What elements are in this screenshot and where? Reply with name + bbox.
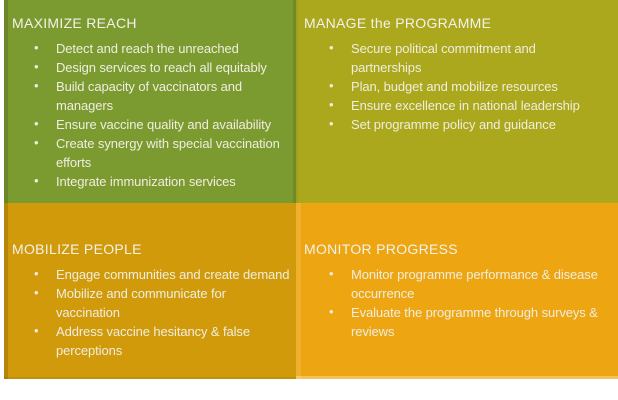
quadrant-monitor-progress: [296, 203, 618, 379]
bullet-text: Ensure excellence in national leadership: [351, 98, 580, 113]
bullet-icon: •: [329, 304, 334, 319]
bullet-icon: •: [34, 78, 39, 93]
bullet-icon: •: [34, 266, 39, 281]
bullet-text: Plan, budget and mobilize resources: [351, 79, 558, 94]
bullet-icon: •: [329, 116, 334, 131]
quadrant-title-maximize-reach: MAXIMIZE REACH: [12, 15, 137, 31]
bullet-item: [4, 284, 296, 322]
bullet-list-maximize-reach: [4, 39, 296, 191]
bullet-item: [4, 115, 296, 134]
bullet-item: [4, 77, 296, 115]
bullet-icon: •: [34, 59, 39, 74]
bullet-text: Create synergy with special vaccination efforts: [56, 136, 280, 170]
bullet-text: Detect and reach the unreached: [56, 41, 239, 56]
bullet-item: [4, 39, 296, 58]
bullet-text: Evaluate the programme through surveys & reviews: [351, 305, 598, 339]
bullet-item: [296, 303, 618, 341]
bullet-text: Mobilize and communicate for vaccination: [56, 286, 226, 320]
bullet-list-mobilize-people: [4, 265, 296, 360]
quadrant-manage-the-programme: [296, 0, 618, 203]
bullet-icon: •: [329, 97, 334, 112]
bullet-item: [296, 77, 618, 96]
bullet-text: Integrate immunization services: [56, 174, 236, 189]
bullet-item: [4, 265, 296, 284]
bullet-icon: •: [34, 173, 39, 188]
bullet-text: Set programme policy and guidance: [351, 117, 556, 132]
quadrant-mobilize-people: [4, 203, 296, 379]
bullet-item: [296, 115, 618, 134]
bullet-item: [4, 322, 296, 360]
bullet-icon: •: [34, 285, 39, 300]
bullet-icon: •: [329, 40, 334, 55]
bullet-list-manage-the-programme: [296, 39, 618, 134]
quadrant-title-mobilize-people: MOBILIZE PEOPLE: [12, 241, 142, 257]
bullet-item: [4, 58, 296, 77]
bullet-text: Ensure vaccine quality and availability: [56, 117, 272, 132]
bullet-item: [4, 134, 296, 172]
quadrant-maximize-reach: [4, 0, 296, 203]
bullet-item: [296, 265, 618, 303]
bullet-icon: •: [329, 266, 334, 281]
bullet-list-monitor-progress: [296, 265, 618, 341]
bullet-icon: •: [34, 323, 39, 338]
bullet-text: Address vaccine hesitancy & false perceptions: [56, 324, 250, 358]
bullet-text: Design services to reach all equitably: [56, 60, 267, 75]
bullet-item: [296, 39, 618, 77]
bullet-item: [4, 172, 296, 191]
bullet-text: Monitor programme performance & disease occurrence: [351, 267, 598, 301]
bullet-icon: •: [329, 78, 334, 93]
bullet-text: Build capacity of vaccinators and managers: [56, 79, 243, 113]
bullet-text: Secure political commitment and partnerships: [351, 41, 536, 75]
quadrant-title-monitor-progress: MONITOR PROGRESS: [304, 241, 458, 257]
bullet-icon: •: [34, 40, 39, 55]
bullet-icon: •: [34, 116, 39, 131]
quadrant-title-manage-the-programme: MANAGE the PROGRAMME: [304, 15, 492, 31]
bullet-icon: •: [34, 135, 39, 150]
bullet-item: [296, 96, 618, 115]
bullet-text: Engage communities and create demand: [56, 267, 290, 282]
quadrant-grid: [4, 0, 618, 379]
